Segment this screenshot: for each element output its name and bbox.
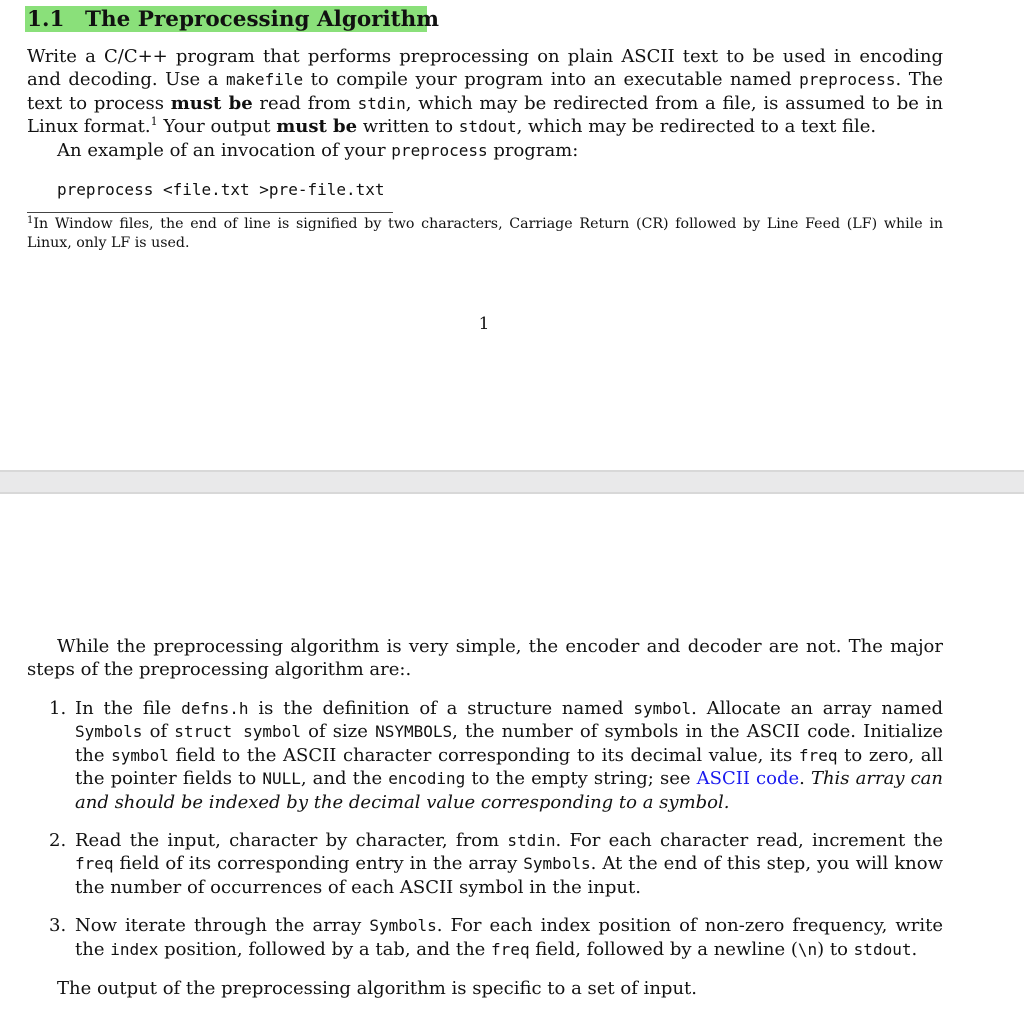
footnote-text: In Window files, the end of line is signified by two characters, Carriage Return (CR) followed by Line Feed (LF) while in Linux, only LF is used. [27, 216, 943, 251]
code-freq: freq [75, 854, 114, 874]
emphasis-must-be: must be [170, 92, 253, 114]
code-newline: \n [797, 939, 818, 959]
invocation-command: preprocess <file.txt >pre-file.txt [57, 180, 385, 199]
code-stdout: stdout [458, 117, 517, 137]
code-index: index [110, 939, 159, 959]
code-symbols: Symbols [369, 916, 437, 936]
footnote [27, 215, 943, 253]
steps-intro-paragraph: While the preprocessing algorithm is very simple, the encoder and decoder are not. The major steps of the preprocessing algorithm are:. [27, 636, 943, 681]
code-defns-h: defns.h [181, 699, 249, 718]
code-stdin: stdin [507, 831, 556, 851]
code-makefile: makefile [226, 70, 304, 90]
steps-list [49, 697, 943, 976]
code-stdout: stdout [853, 939, 912, 959]
section-heading [25, 6, 439, 32]
code-freq: freq [798, 745, 838, 765]
emphasis-must-be: must be [276, 116, 358, 138]
code-null: NULL [262, 769, 301, 789]
footnote-marker: 1 [27, 215, 34, 226]
code-symbols: Symbols [75, 722, 143, 742]
ascii-code-link[interactable]: ASCII code [696, 768, 800, 790]
footnote-divider [27, 212, 393, 213]
section-number: 1.1 [27, 7, 65, 32]
code-struct-symbol: struct symbol [174, 722, 301, 742]
list-item: 3. Now iterate through the array Symbols. For each index position of non-zero frequency, write the index position, followed by a tab, and the freq field, followed by a newline (\n) to stdout. [49, 915, 943, 960]
code-encoding: encoding [388, 769, 466, 789]
page-number: 1 [478, 314, 490, 334]
code-nsymbols: NSYMBOLS [375, 722, 453, 742]
step-number: 2. [49, 830, 67, 852]
code-preprocess: preprocess [391, 141, 488, 160]
code-symbol: symbol [633, 699, 692, 718]
code-freq: freq [491, 939, 530, 959]
closing-paragraph: The output of the preprocessing algorithm is specific to a set of input. [57, 978, 698, 999]
step-number: 3. [49, 915, 67, 937]
list-item: 1. In the file defns.h is the definition of a structure named symbol. Allocate an array named Symbols of struct symbol of size NSYMBOLS, the number of symbols in the ASCII code. Initialize the symbol field to the ASCII character corresponding to its decimal value, its freq to zero, all the pointer fields to NULL, and the encoding to the empty string; see ASCII code. This array can and should be indexed by the decimal value corresponding to a symbol. [49, 698, 944, 813]
page-1 [0, 0, 1024, 470]
code-stdin: stdin [357, 93, 406, 113]
step-number: 1. [49, 698, 67, 719]
example-paragraph: An example of an invocation of your preprocess program: [57, 140, 579, 161]
intro-paragraph: Write a C/C++ program that performs preprocessing on plain ASCII text to be used in encoding and decoding. Use a makefile to compile your program into an executable named preprocess. The text to process must be read from stdin, which may be redirected from a file, is assumed to be in Linux format.$^1$ Your output must be written to stdout, which may be redirected to a text file. [27, 46, 944, 138]
italic-note: This array can and should be indexed by the decimal value corresponding to a symbol. [75, 768, 943, 813]
code-preprocess: preprocess [799, 70, 896, 90]
section-title: The Preprocessing Algorithm [85, 7, 439, 32]
code-symbol-field: symbol [111, 745, 169, 765]
list-item: 2. Read the input, character by character, from stdin. For each character read, increment the freq field of its corresponding entry in the array Symbols. At the end of this step, you will know the number of occurrences of each ASCII symbol in the input. [49, 830, 943, 898]
page-separator [0, 470, 1024, 494]
code-symbols: Symbols [523, 854, 591, 874]
footnote-marker: 1 [150, 115, 158, 129]
